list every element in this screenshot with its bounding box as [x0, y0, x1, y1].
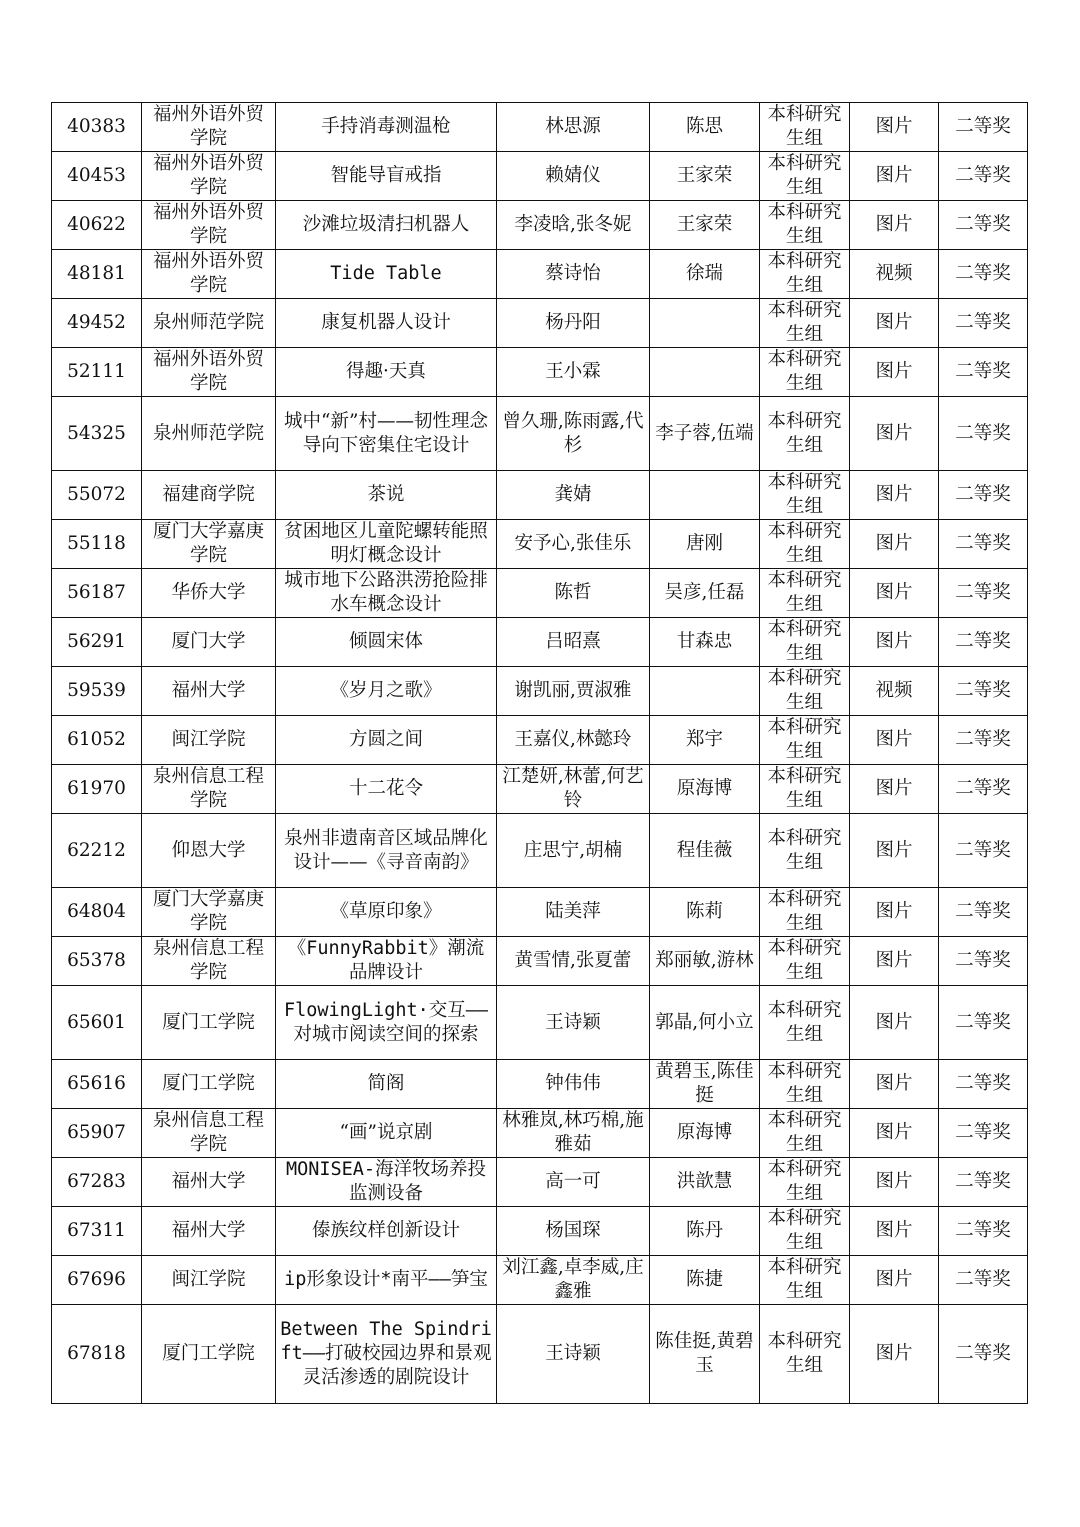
table-row — [52, 716, 1028, 765]
school-cell: 厦门大学嘉庚学院 — [142, 520, 276, 569]
title-cell: ip形象设计*南平——笋宝 — [276, 1256, 497, 1305]
award-cell: 二等奖 — [939, 471, 1028, 520]
title-cell: 《草原印象》 — [276, 888, 497, 937]
id-cell: 65907 — [52, 1109, 142, 1158]
id-cell: 40622 — [52, 201, 142, 250]
table-row — [52, 986, 1028, 1060]
type-cell: 图片 — [850, 348, 939, 397]
authors-cell: 杨丹阳 — [497, 299, 650, 348]
authors-cell: 钟伟伟 — [497, 1060, 650, 1109]
type-cell: 图片 — [850, 716, 939, 765]
title-cell: 沙滩垃圾清扫机器人 — [276, 201, 497, 250]
type-cell: 图片 — [850, 1256, 939, 1305]
id-cell: 67818 — [52, 1305, 142, 1404]
advisor-cell: 徐瑞 — [650, 250, 760, 299]
id-cell: 67283 — [52, 1158, 142, 1207]
id-cell: 62212 — [52, 814, 142, 888]
table-row — [52, 103, 1028, 152]
type-cell: 图片 — [850, 937, 939, 986]
table-row — [52, 397, 1028, 471]
advisor-cell: 陈佳挺,黄碧玉 — [650, 1305, 760, 1404]
authors-cell: 陈哲 — [497, 569, 650, 618]
id-cell: 55118 — [52, 520, 142, 569]
table-row — [52, 1109, 1028, 1158]
group-cell: 本科研究生组 — [760, 397, 850, 471]
group-cell: 本科研究生组 — [760, 1060, 850, 1109]
id-cell: 64804 — [52, 888, 142, 937]
group-cell: 本科研究生组 — [760, 471, 850, 520]
title-cell: 智能导盲戒指 — [276, 152, 497, 201]
group-cell: 本科研究生组 — [760, 888, 850, 937]
type-cell: 图片 — [850, 986, 939, 1060]
title-cell: 倾圆宋体 — [276, 618, 497, 667]
school-cell: 厦门工学院 — [142, 1305, 276, 1404]
type-cell: 图片 — [850, 1207, 939, 1256]
school-cell: 福州大学 — [142, 667, 276, 716]
group-cell: 本科研究生组 — [760, 765, 850, 814]
group-cell: 本科研究生组 — [760, 937, 850, 986]
award-cell: 二等奖 — [939, 152, 1028, 201]
authors-cell: 王诗颖 — [497, 986, 650, 1060]
advisor-cell: 郑丽敏,游林 — [650, 937, 760, 986]
type-cell: 图片 — [850, 1305, 939, 1404]
table-row — [52, 152, 1028, 201]
award-cell: 二等奖 — [939, 667, 1028, 716]
award-cell: 二等奖 — [939, 1109, 1028, 1158]
school-cell: 厦门工学院 — [142, 1060, 276, 1109]
authors-cell: 曾久珊,陈雨露,代杉 — [497, 397, 650, 471]
title-cell: “画”说京剧 — [276, 1109, 497, 1158]
table-row — [52, 299, 1028, 348]
type-cell: 图片 — [850, 765, 939, 814]
authors-cell: 庄思宁,胡楠 — [497, 814, 650, 888]
type-cell: 视频 — [850, 250, 939, 299]
authors-cell: 杨国琛 — [497, 1207, 650, 1256]
advisor-cell: 程佳薇 — [650, 814, 760, 888]
type-cell: 图片 — [850, 888, 939, 937]
group-cell: 本科研究生组 — [760, 201, 850, 250]
type-cell: 图片 — [850, 397, 939, 471]
type-cell: 图片 — [850, 1158, 939, 1207]
id-cell: 40383 — [52, 103, 142, 152]
school-cell: 闽江学院 — [142, 716, 276, 765]
school-cell: 福州外语外贸学院 — [142, 201, 276, 250]
group-cell: 本科研究生组 — [760, 348, 850, 397]
award-cell: 二等奖 — [939, 1158, 1028, 1207]
group-cell: 本科研究生组 — [760, 1305, 850, 1404]
advisor-cell — [650, 471, 760, 520]
id-cell: 59539 — [52, 667, 142, 716]
table-row — [52, 471, 1028, 520]
group-cell: 本科研究生组 — [760, 1256, 850, 1305]
title-cell: 《岁月之歌》 — [276, 667, 497, 716]
title-cell: 贫困地区儿童陀螺转能照明灯概念设计 — [276, 520, 497, 569]
authors-cell: 王诗颖 — [497, 1305, 650, 1404]
group-cell: 本科研究生组 — [760, 520, 850, 569]
type-cell: 图片 — [850, 1109, 939, 1158]
award-cell: 二等奖 — [939, 937, 1028, 986]
type-cell: 图片 — [850, 520, 939, 569]
authors-cell: 刘江鑫,卓李威,庄鑫雅 — [497, 1256, 650, 1305]
school-cell: 华侨大学 — [142, 569, 276, 618]
title-cell: 傣族纹样创新设计 — [276, 1207, 497, 1256]
type-cell: 视频 — [850, 667, 939, 716]
award-cell: 二等奖 — [939, 520, 1028, 569]
id-cell: 61052 — [52, 716, 142, 765]
title-cell: 十二花令 — [276, 765, 497, 814]
advisor-cell — [650, 348, 760, 397]
type-cell: 图片 — [850, 1060, 939, 1109]
authors-cell: 李凌晗,张冬妮 — [497, 201, 650, 250]
advisor-cell: 陈捷 — [650, 1256, 760, 1305]
award-cell: 二等奖 — [939, 397, 1028, 471]
table-row — [52, 250, 1028, 299]
award-cell: 二等奖 — [939, 569, 1028, 618]
school-cell: 福州外语外贸学院 — [142, 348, 276, 397]
award-cell: 二等奖 — [939, 716, 1028, 765]
award-cell: 二等奖 — [939, 888, 1028, 937]
group-cell: 本科研究生组 — [760, 716, 850, 765]
school-cell: 泉州师范学院 — [142, 299, 276, 348]
title-cell: 手持消毒测温枪 — [276, 103, 497, 152]
id-cell: 56187 — [52, 569, 142, 618]
authors-cell: 王小霖 — [497, 348, 650, 397]
school-cell: 闽江学院 — [142, 1256, 276, 1305]
table-row — [52, 569, 1028, 618]
school-cell: 厦门大学嘉庚学院 — [142, 888, 276, 937]
authors-cell: 王嘉仪,林懿玲 — [497, 716, 650, 765]
table-row — [52, 888, 1028, 937]
award-cell: 二等奖 — [939, 814, 1028, 888]
id-cell: 56291 — [52, 618, 142, 667]
type-cell: 图片 — [850, 618, 939, 667]
award-cell: 二等奖 — [939, 765, 1028, 814]
advisor-cell: 陈思 — [650, 103, 760, 152]
school-cell: 泉州信息工程学院 — [142, 937, 276, 986]
group-cell: 本科研究生组 — [760, 1109, 850, 1158]
title-cell: 康复机器人设计 — [276, 299, 497, 348]
advisor-cell: 李子蓉,伍端 — [650, 397, 760, 471]
id-cell: 48181 — [52, 250, 142, 299]
school-cell: 泉州信息工程学院 — [142, 765, 276, 814]
authors-cell: 谢凯丽,贾淑雅 — [497, 667, 650, 716]
id-cell: 55072 — [52, 471, 142, 520]
authors-cell: 黄雪情,张夏蕾 — [497, 937, 650, 986]
authors-cell: 吕昭熹 — [497, 618, 650, 667]
type-cell: 图片 — [850, 299, 939, 348]
type-cell: 图片 — [850, 569, 939, 618]
title-cell: Between The Spindrift——打破校园边界和景观灵活渗透的剧院设计 — [276, 1305, 497, 1404]
school-cell: 福州大学 — [142, 1207, 276, 1256]
group-cell: 本科研究生组 — [760, 569, 850, 618]
school-cell: 福州大学 — [142, 1158, 276, 1207]
advisor-cell: 唐刚 — [650, 520, 760, 569]
awards-table — [51, 102, 1028, 1404]
school-cell: 福州外语外贸学院 — [142, 152, 276, 201]
advisor-cell: 王家荣 — [650, 152, 760, 201]
table-row — [52, 618, 1028, 667]
table-row — [52, 201, 1028, 250]
type-cell: 图片 — [850, 103, 939, 152]
table-row — [52, 1256, 1028, 1305]
title-cell: 城中“新”村——韧性理念导向下密集住宅设计 — [276, 397, 497, 471]
authors-cell: 高一可 — [497, 1158, 650, 1207]
table-row — [52, 1207, 1028, 1256]
table-body — [52, 103, 1028, 1404]
title-cell: 城市地下公路洪涝抢险排水车概念设计 — [276, 569, 497, 618]
advisor-cell: 原海博 — [650, 765, 760, 814]
award-cell: 二等奖 — [939, 1060, 1028, 1109]
type-cell: 图片 — [850, 201, 939, 250]
group-cell: 本科研究生组 — [760, 986, 850, 1060]
id-cell: 67311 — [52, 1207, 142, 1256]
table-row — [52, 1060, 1028, 1109]
type-cell: 图片 — [850, 471, 939, 520]
group-cell: 本科研究生组 — [760, 103, 850, 152]
award-cell: 二等奖 — [939, 201, 1028, 250]
title-cell: Tide Table — [276, 250, 497, 299]
award-cell: 二等奖 — [939, 618, 1028, 667]
award-cell: 二等奖 — [939, 250, 1028, 299]
school-cell: 仰恩大学 — [142, 814, 276, 888]
advisor-cell: 郭晶,何小立 — [650, 986, 760, 1060]
school-cell: 泉州信息工程学院 — [142, 1109, 276, 1158]
authors-cell: 陆美萍 — [497, 888, 650, 937]
award-cell: 二等奖 — [939, 1305, 1028, 1404]
award-cell: 二等奖 — [939, 103, 1028, 152]
group-cell: 本科研究生组 — [760, 814, 850, 888]
table-row — [52, 348, 1028, 397]
id-cell: 65378 — [52, 937, 142, 986]
type-cell: 图片 — [850, 152, 939, 201]
school-cell: 厦门大学 — [142, 618, 276, 667]
title-cell: 茶说 — [276, 471, 497, 520]
authors-cell: 江楚妍,林蕾,何艺铃 — [497, 765, 650, 814]
advisor-cell — [650, 667, 760, 716]
group-cell: 本科研究生组 — [760, 618, 850, 667]
table-row — [52, 814, 1028, 888]
title-cell: 《FunnyRabbit》潮流品牌设计 — [276, 937, 497, 986]
title-cell: 泉州非遗南音区域品牌化设计——《寻音南韵》 — [276, 814, 497, 888]
advisor-cell: 甘森忠 — [650, 618, 760, 667]
id-cell: 40453 — [52, 152, 142, 201]
id-cell: 61970 — [52, 765, 142, 814]
type-cell: 图片 — [850, 814, 939, 888]
table-row — [52, 520, 1028, 569]
group-cell: 本科研究生组 — [760, 667, 850, 716]
school-cell: 泉州师范学院 — [142, 397, 276, 471]
advisor-cell: 陈丹 — [650, 1207, 760, 1256]
group-cell: 本科研究生组 — [760, 152, 850, 201]
title-cell: 简阁 — [276, 1060, 497, 1109]
advisor-cell: 洪歆慧 — [650, 1158, 760, 1207]
title-cell: 方圆之间 — [276, 716, 497, 765]
table-row — [52, 765, 1028, 814]
award-cell: 二等奖 — [939, 1256, 1028, 1305]
award-cell: 二等奖 — [939, 299, 1028, 348]
authors-cell: 赖婧仪 — [497, 152, 650, 201]
authors-cell: 龚婧 — [497, 471, 650, 520]
authors-cell: 林雅岚,林巧棉,施雅茹 — [497, 1109, 650, 1158]
award-cell: 二等奖 — [939, 1207, 1028, 1256]
table-row — [52, 1158, 1028, 1207]
advisor-cell: 陈莉 — [650, 888, 760, 937]
advisor-cell: 吴彦,任磊 — [650, 569, 760, 618]
school-cell: 福建商学院 — [142, 471, 276, 520]
id-cell: 67696 — [52, 1256, 142, 1305]
award-cell: 二等奖 — [939, 348, 1028, 397]
id-cell: 54325 — [52, 397, 142, 471]
advisor-cell: 黄碧玉,陈佳挺 — [650, 1060, 760, 1109]
group-cell: 本科研究生组 — [760, 250, 850, 299]
advisor-cell: 原海博 — [650, 1109, 760, 1158]
id-cell: 49452 — [52, 299, 142, 348]
table-row — [52, 937, 1028, 986]
school-cell: 福州外语外贸学院 — [142, 250, 276, 299]
award-cell: 二等奖 — [939, 986, 1028, 1060]
advisor-cell: 王家荣 — [650, 201, 760, 250]
group-cell: 本科研究生组 — [760, 1207, 850, 1256]
group-cell: 本科研究生组 — [760, 1158, 850, 1207]
school-cell: 福州外语外贸学院 — [142, 103, 276, 152]
id-cell: 65616 — [52, 1060, 142, 1109]
id-cell: 52111 — [52, 348, 142, 397]
title-cell: FlowingLight·交互——对城市阅读空间的探索 — [276, 986, 497, 1060]
authors-cell: 林思源 — [497, 103, 650, 152]
school-cell: 厦门工学院 — [142, 986, 276, 1060]
table-row — [52, 667, 1028, 716]
title-cell: MONISEA-海洋牧场养投监测设备 — [276, 1158, 497, 1207]
authors-cell: 蔡诗怡 — [497, 250, 650, 299]
advisor-cell: 郑宇 — [650, 716, 760, 765]
id-cell: 65601 — [52, 986, 142, 1060]
table-row — [52, 1305, 1028, 1404]
advisor-cell — [650, 299, 760, 348]
group-cell: 本科研究生组 — [760, 299, 850, 348]
title-cell: 得趣·天真 — [276, 348, 497, 397]
authors-cell: 安予心,张佳乐 — [497, 520, 650, 569]
